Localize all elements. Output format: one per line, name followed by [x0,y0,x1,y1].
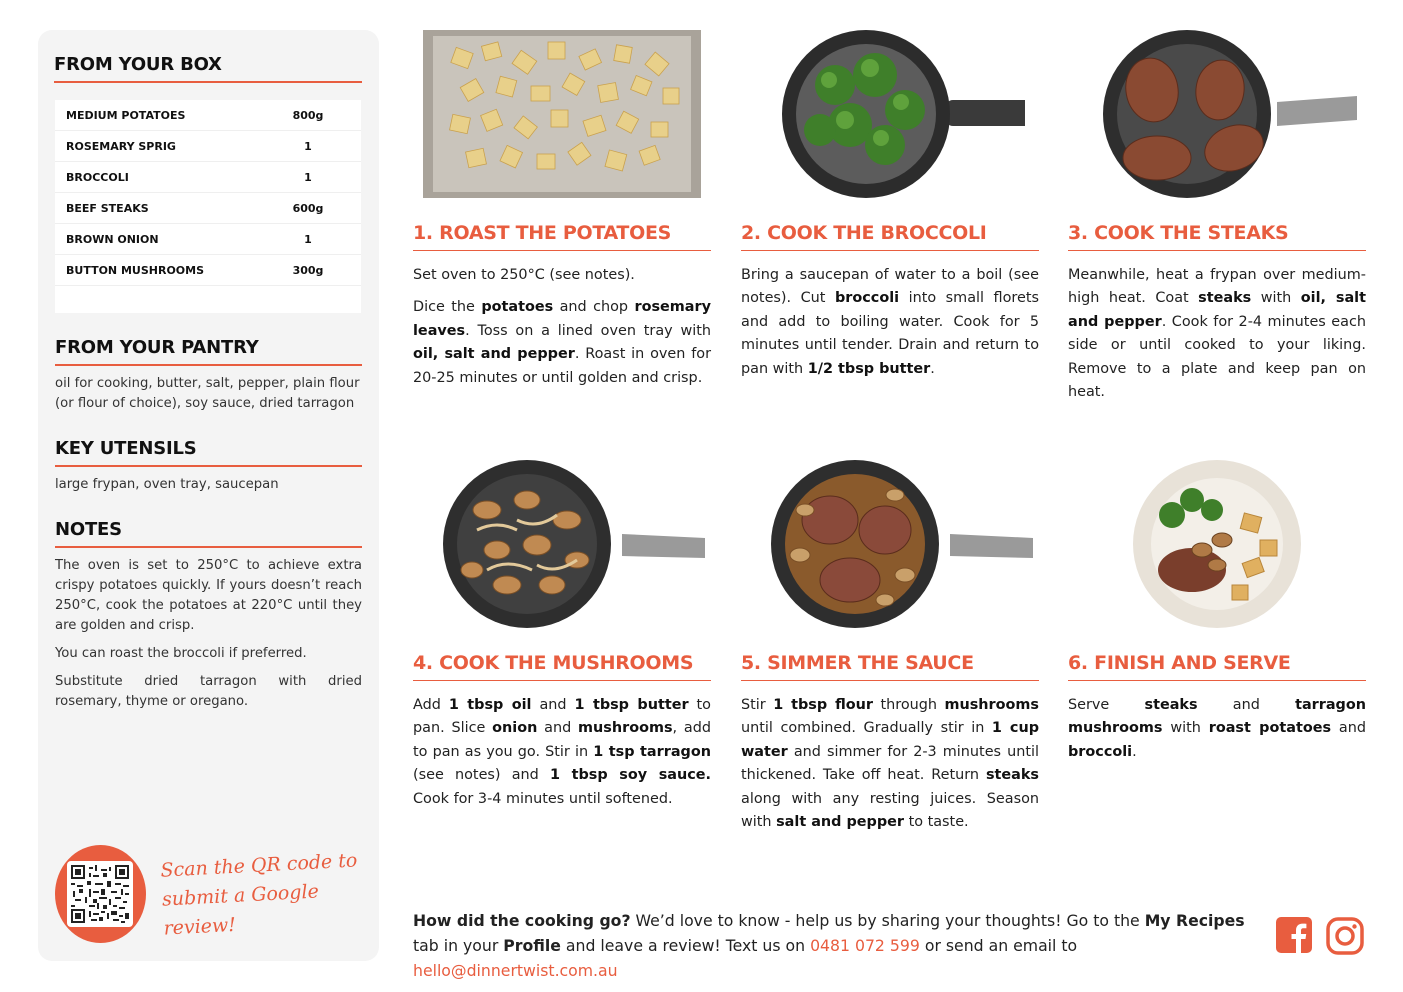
step-5 [741,460,1039,834]
step-text: Stir 1 tbsp flour through mushrooms until combined. Gradually stir in 1 cup water and simmer for 2-3 minutes until thickened. Take off heat. Return steaks along with any resting juices. Season with salt and pepper to taste. [741,697,1039,831]
step-text: Add 1 tbsp oil and 1 tbsp butter to pan. Slice onion and mushrooms, add to pan as you go. Stir in 1 tsp tarragon (see notes) and 1 tbsp soy sauce. Cook for 3-4 minutes until softened. [413,697,712,807]
notes-section [55,519,362,712]
facebook-link[interactable] [1276,917,1312,953]
step-photo [1068,460,1366,628]
ingredient-row [55,162,361,193]
step-text: Set oven to 250°C (see notes). [413,267,635,283]
review-footer [413,908,1273,983]
ingredient-qty: 800g [292,108,324,122]
ingredient-qty: 1 [304,232,312,246]
step-text: Meanwhile, heat a frypan over medium-high heat. Coat steaks with oil, salt and pepper. Cook for 2-4 minutes each side or until cooked to your liking. Remove to a plate and keep pan on heat. [1068,267,1366,401]
qr-caption-line: Scan the QR code to [159,848,358,882]
step-photo [413,30,711,198]
step-title: 3. COOK THE STEAKS [1068,222,1366,251]
ingredient-name: BUTTON MUSHROOMS [66,263,205,277]
broccoli-pan-image [755,30,1025,198]
notes-list [55,556,362,712]
ingredient-qty: 1 [304,139,312,153]
utensils-text: large frypan, oven tray, saucepan [55,477,279,492]
pantry-section [55,337,362,414]
step-text: Dice the potatoes and chop rosemary leaves. Toss on a lined oven tray with oil, salt and pepper. Roast in oven for 20-25 minutes or until golden and crisp. [413,299,711,386]
qr-code-icon [71,865,129,923]
qr-caption [159,845,381,943]
phone-link[interactable]: 0481 072 599 [810,936,920,955]
pantry-text: oil for cooking, butter, salt, pepper, plain flour (or flour of choice), soy sauce, dried tarragon [55,376,360,411]
ingredient-name: BEEF STEAKS [66,201,149,215]
ingredient-name: BROCCOLI [66,170,129,184]
footer-text: We’d love to know - help us by sharing your thoughts! Go to the [630,911,1145,930]
profile-link[interactable]: Profile [503,936,561,955]
footer-text: or send an email to [919,936,1078,955]
ingredient-name: ROSEMARY SPRIG [66,139,176,153]
sauce-frypan-image [745,460,1035,628]
facebook-icon [1276,917,1312,953]
step-1 [413,30,711,390]
step-text: Serve steaks and tarragon mushrooms with roast potatoes and broccoli. [1068,697,1366,760]
steaks-frypan-image [1072,30,1362,198]
step-photo [1068,30,1366,198]
step-3 [1068,30,1366,404]
ingredients-table [55,100,361,313]
notes-heading: NOTES [55,519,362,548]
sidebar [38,30,379,961]
ingredient-row [55,131,361,162]
step-2 [741,30,1039,381]
ingredient-qty: 1 [304,170,312,184]
ingredient-row [55,100,361,131]
qr-badge [55,845,146,943]
ingredient-row [55,224,361,255]
step-photo [413,460,711,628]
ingredient-row [55,255,361,286]
qr-caption-line: submit a Google review! [161,879,319,940]
ingredient-row [55,193,361,224]
utensils-section [55,438,362,495]
plated-dish-image [1122,460,1312,628]
from-your-box-heading: FROM YOUR BOX [54,54,362,83]
pantry-heading: FROM YOUR PANTRY [55,337,362,366]
step-title: 1. ROAST THE POTATOES [413,222,711,251]
step-title: 6. FINISH AND SERVE [1068,652,1366,681]
my-recipes-link[interactable]: My Recipes [1144,911,1245,930]
mushrooms-frypan-image [417,460,707,628]
footer-text: and leave a review! Text us on [560,936,811,955]
email-link[interactable]: hello@dinnertwist.com.au [413,961,618,980]
footer-question: How did the cooking go? [413,911,631,930]
step-photo [741,30,1039,198]
qr-code[interactable] [67,861,133,927]
step-title: 5. SIMMER THE SAUCE [741,652,1039,681]
roasted-potatoes-tray-image [423,30,701,198]
note-item: You can roast the broccoli if preferred. [55,646,307,661]
step-text: Bring a saucepan of water to a boil (see notes). Cut broccoli into small florets and add to boiling water. Cook for 5 minutes until tender. Drain and return to pan with 1/2 tbsp butter. [741,267,1039,377]
footer-text: tab in your [413,936,504,955]
note-item: Substitute dried tarragon with dried rosemary, thyme or oregano. [55,674,362,709]
step-4 [413,460,711,811]
step-photo [741,460,1039,628]
ingredient-qty: 300g [292,263,324,277]
ingredient-name: BROWN ONION [66,232,159,246]
ingredient-name: MEDIUM POTATOES [66,108,186,122]
qr-review-block [55,845,379,943]
step-title: 2. COOK THE BROCCOLI [741,222,1039,251]
step-title: 4. COOK THE MUSHROOMS [413,652,711,681]
instagram-link[interactable] [1326,917,1364,955]
ingredient-qty: 600g [292,201,324,215]
step-6 [1068,460,1366,764]
instagram-icon [1326,917,1364,955]
note-item: The oven is set to 250°C to achieve extra crispy potatoes quickly. If yours doesn’t reach 250°C, cook the potatoes at 220°C until they are golden and crisp. [55,558,362,633]
utensils-heading: KEY UTENSILS [55,438,362,467]
